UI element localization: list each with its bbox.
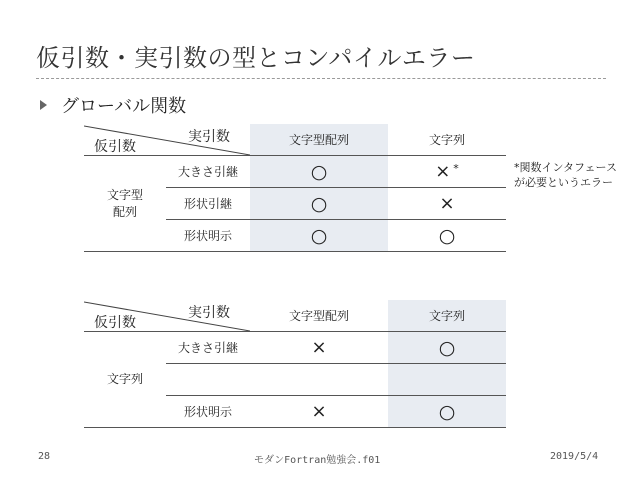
footnote-line1: *関数インタフェース [514,161,617,174]
cell-mark [250,220,388,252]
cell-mark [388,332,506,364]
footnote-marker: * [453,162,459,175]
column-header-char-array: 文字型配列 [250,124,388,156]
table-row [84,332,506,364]
cross-mark: × [435,161,451,182]
table-string-formal [84,300,506,428]
bullet-item [40,92,186,118]
cell-mark [250,396,388,428]
corner-header-cell [84,124,250,156]
column-header-string: 文字列 [388,300,506,332]
cell-mark [388,220,506,252]
cell-mark [388,188,506,220]
circle-mark: ○ [438,224,456,247]
cell-mark [388,396,506,428]
circle-mark: ○ [310,224,328,247]
bullet-text: グローバル関数 [61,96,187,117]
table-header-row [84,300,506,332]
cross-mark: × [439,193,455,214]
footer-date: 2019/5/4 [550,451,599,462]
row-label: 大きさ引継 [166,332,250,364]
page-number: 28 [38,451,51,462]
footnote [514,160,617,190]
circle-mark: ○ [438,336,456,359]
row-group-label-line1: 文字型 [106,187,143,202]
circle-mark: ○ [310,160,328,183]
header-formal-args: 仮引数 [94,139,136,155]
row-label: 形状明示 [166,396,250,428]
cell-mark [250,188,388,220]
header-formal-args: 仮引数 [94,315,136,331]
header-actual-args: 実引数 [188,129,230,145]
cross-mark: × [311,401,327,422]
corner-header-cell [84,300,250,332]
cell-mark [250,156,388,188]
row-group-label [84,156,166,252]
row-label: 大きさ引継 [166,156,250,188]
circle-mark: ○ [310,192,328,215]
table-character-array-formal [84,124,506,252]
slide-title: 仮引数・実引数の型とコンパイルエラー [36,44,476,72]
header-actual-args: 実引数 [188,305,230,321]
row-label: 形状引継 [166,188,250,220]
cell-mark [388,156,506,188]
table-header-row [84,124,506,156]
cell-mark [250,332,388,364]
circle-mark: ○ [438,400,456,423]
column-header-char-array: 文字型配列 [250,300,388,332]
triangle-bullet-icon [40,100,47,110]
cell-empty [388,364,506,396]
row-group-label-line2: 配列 [112,204,137,219]
table-row [84,156,506,188]
cross-mark: × [311,337,327,358]
row-label: 形状明示 [166,220,250,252]
row-label [166,364,250,396]
footer-title: モダンFortran勉強会.f01 [254,455,381,466]
column-header-string: 文字列 [388,124,506,156]
cell-empty [250,364,388,396]
row-group-label: 文字列 [84,332,166,428]
title-divider [36,78,606,79]
footnote-line2: が必要というエラー [514,176,613,189]
